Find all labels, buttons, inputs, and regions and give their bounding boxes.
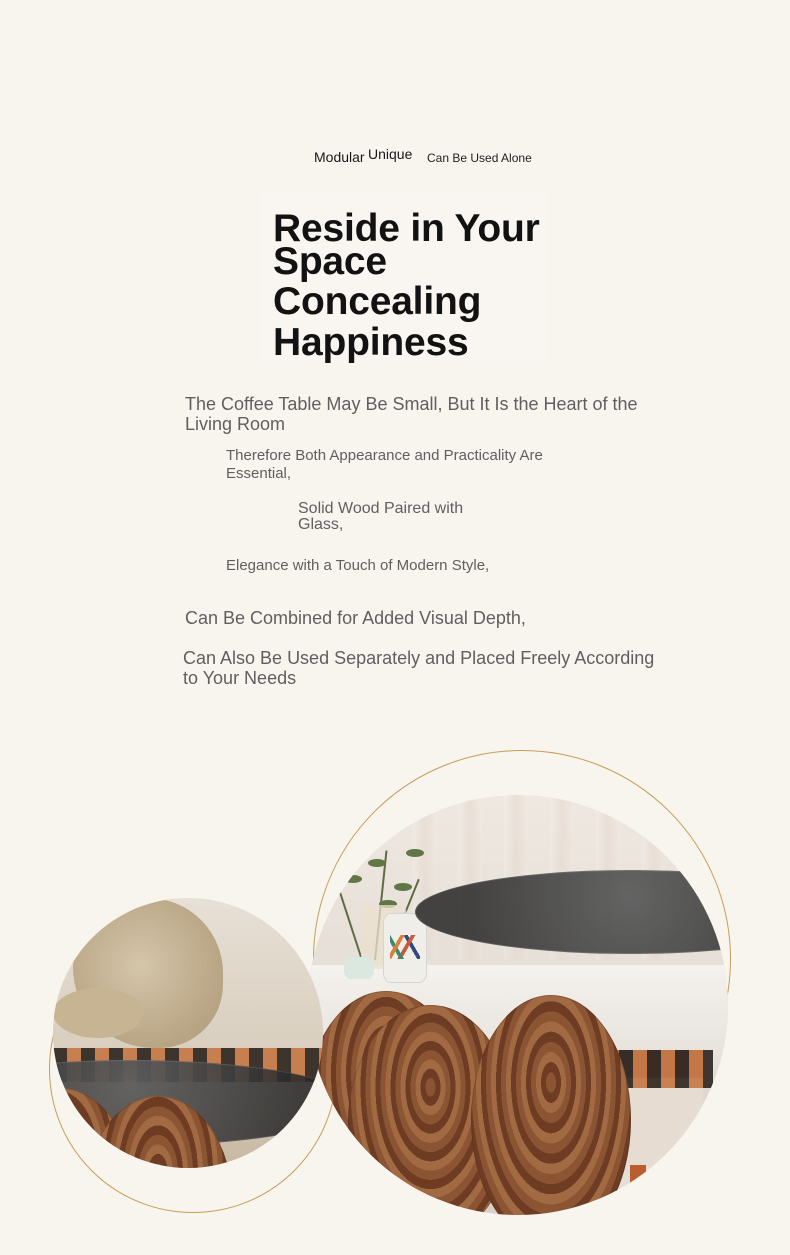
small-green-candle [344, 957, 374, 979]
product-photo-stage [0, 740, 790, 1255]
body-copy-3: Solid Wood Paired with Glass, [298, 500, 464, 533]
tag-modular: Modular [314, 149, 365, 165]
chair-arm [53, 988, 143, 1038]
large-product-photo [308, 795, 728, 1215]
body-copy-1: The Coffee Table May Be Small, But It Is the Heart of the Living Room [185, 394, 638, 434]
tag-can-be-used-alone: Can Be Used Alone [427, 151, 532, 165]
body-copy-6: Can Also Be Used Separately and Placed Freely According to Your Needs [183, 648, 655, 688]
headline-line-4: Happiness [273, 321, 469, 364]
feature-tags [314, 145, 554, 167]
plant-leaf [344, 875, 362, 883]
tag-unique: Unique [368, 146, 413, 162]
body-copy-5: Can Be Combined for Added Visual Depth, [185, 608, 526, 628]
plant-leaf [368, 859, 386, 867]
headline-block [262, 192, 546, 364]
patterned-candle [383, 913, 427, 983]
small-product-photo [53, 898, 323, 1168]
headline-line-2: Space [273, 240, 387, 283]
headline-line-1: Reside in Your [273, 207, 540, 250]
body-copy-4: Elegance with a Touch of Modern Style, [226, 557, 490, 574]
plant-leaf [406, 849, 424, 857]
diamond-pattern [390, 935, 420, 959]
plant-stem [332, 869, 363, 960]
body-copy-2: Therefore Both Appearance and Practicality Are Essential, [226, 447, 543, 482]
plant-leaf [394, 883, 412, 891]
headline-line-3: Concealing [273, 280, 482, 323]
